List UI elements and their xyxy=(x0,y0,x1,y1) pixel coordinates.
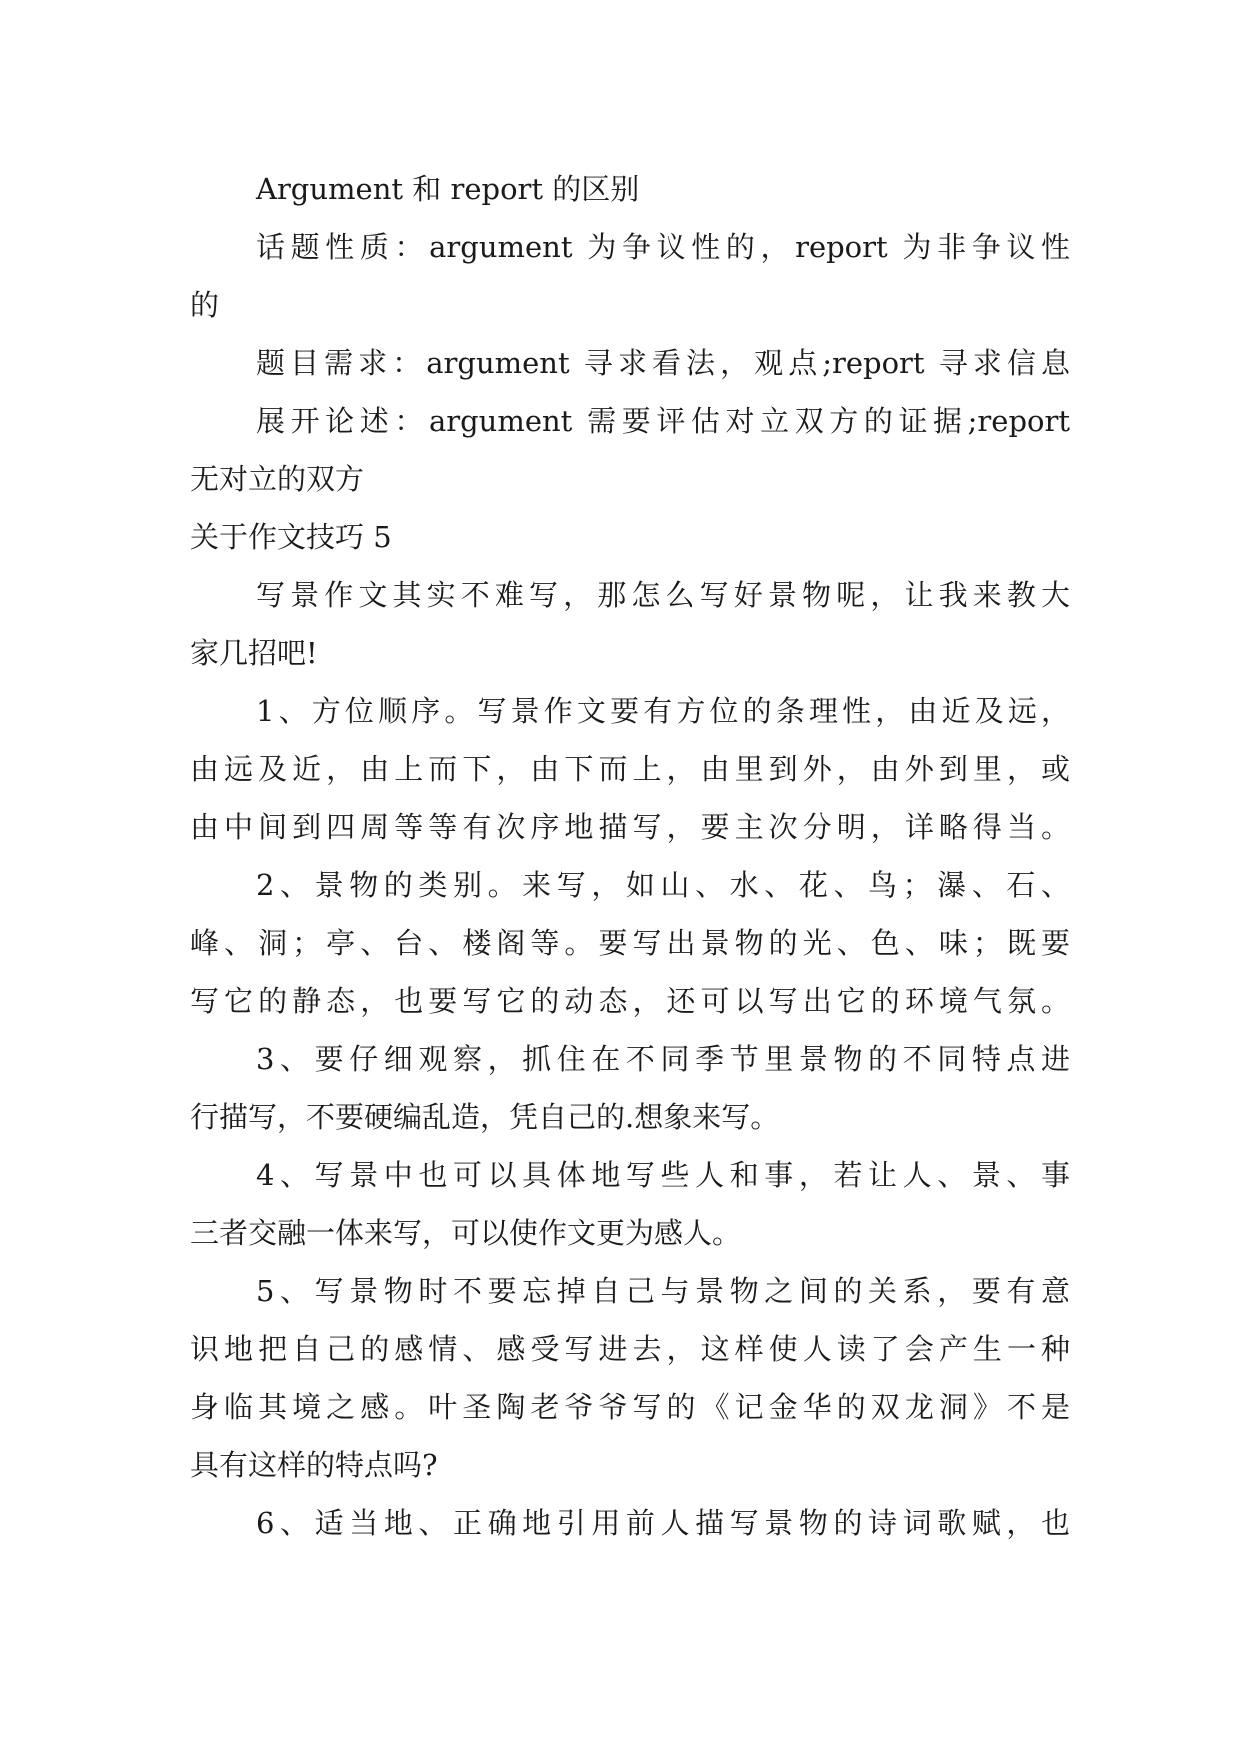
paragraph-line: 5、写景物时不要忘掉自己与景物之间的关系，要有意 xyxy=(256,1274,1070,1308)
paragraph-line: 具有这样的特点吗? xyxy=(190,1448,438,1482)
paragraph-line: 6、适当地、正确地引用前人描写景物的诗词歌赋，也 xyxy=(256,1506,1070,1540)
paragraph-line: 三者交融一体来写，可以使作文更为感人。 xyxy=(190,1216,742,1250)
paragraph-line: 由远及近，由上而下，由下而上，由里到外，由外到里，或 xyxy=(190,752,1070,786)
paragraph-line: 家几招吧! xyxy=(190,636,318,670)
section-heading: Argument 和 report 的区别 xyxy=(256,172,640,206)
paragraph-line: 峰、洞；亭、台、楼阁等。要写出景物的光、色、味；既要 xyxy=(190,926,1070,960)
paragraph-line: 4、写景中也可以具体地写些人和事，若让人、景、事 xyxy=(256,1158,1070,1192)
paragraph-line: 身临其境之感。叶圣陶老爷爷写的《记金华的双龙洞》不是 xyxy=(190,1390,1070,1424)
paragraph-line: 1、方位顺序。写景作文要有方位的条理性，由近及远， xyxy=(256,694,1070,728)
paragraph-line: 3、要仔细观察，抓住在不同季节里景物的不同特点进 xyxy=(256,1042,1070,1076)
document-body xyxy=(190,160,1070,1552)
paragraph-line: 写它的静态，也要写它的动态，还可以写出它的环境气氛。 xyxy=(190,984,1070,1018)
paragraph-line: 展开论述：argument 需要评估对立双方的证据;report xyxy=(256,404,1070,438)
paragraph-line: 由中间到四周等等有次序地描写，要主次分明，详略得当。 xyxy=(190,810,1070,844)
paragraph-line: 行描写，不要硬编乱造，凭自己的.想象来写。 xyxy=(190,1100,780,1134)
paragraph-line: 题目需求：argument 寻求看法，观点;report 寻求信息 xyxy=(256,346,1070,380)
section-title: 关于作文技巧 5 xyxy=(190,520,392,554)
paragraph-line: 2、景物的类别。来写，如山、水、花、鸟；瀑、石、 xyxy=(256,868,1070,902)
paragraph-line: 的 xyxy=(190,288,220,322)
paragraph-line: 识地把自己的感情、感受写进去，这样使人读了会产生一种 xyxy=(190,1332,1070,1366)
paragraph-line: 话题性质：argument 为争议性的，report 为非争议性 xyxy=(256,230,1070,264)
paragraph-line: 无对立的双方 xyxy=(190,462,365,496)
paragraph-line: 写景作文其实不难写，那怎么写好景物呢，让我来教大 xyxy=(256,578,1070,612)
